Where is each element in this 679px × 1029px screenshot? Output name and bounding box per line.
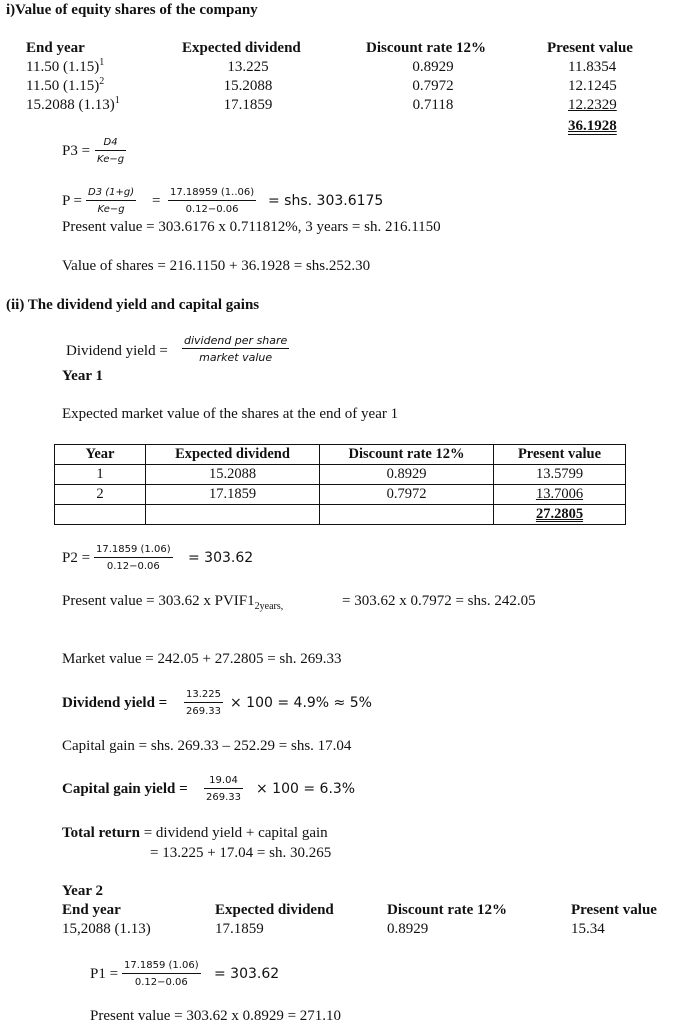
p2-result: = 303.62 xyxy=(188,550,254,566)
p-equals: = xyxy=(152,193,161,209)
p-numerator-1: D3 (1+g) xyxy=(86,186,136,201)
table-cell-dividend: 17.1859 xyxy=(146,485,320,505)
s1-row2-rate: 0.7972 xyxy=(412,78,454,94)
p-fraction-1 xyxy=(86,186,136,216)
p-result: = shs. 303.6175 xyxy=(268,193,384,209)
total-return-line: Total return = dividend yield + capital gain xyxy=(62,825,328,841)
p1-label: P1 = xyxy=(90,966,119,982)
dividend-yield-calc-fraction xyxy=(184,688,223,718)
s1-row1-pv: 11.8354 xyxy=(568,59,617,75)
y2-header-end-year: End year xyxy=(62,902,121,918)
p3-fraction xyxy=(95,136,126,166)
dividend-yield-fraction xyxy=(182,334,289,364)
p-denominator-2: 0.12−0.06 xyxy=(185,204,239,215)
s1-header-present-value: Present value xyxy=(547,40,633,56)
p1-fraction xyxy=(122,959,201,989)
p-fraction-2 xyxy=(168,186,256,216)
table-total-row xyxy=(55,505,626,525)
s1-row2-year: 11.50 $(1.15)^2$ xyxy=(26,76,105,94)
pv2-line-b: = 303.62 x 0.7972 = shs. 242.05 xyxy=(342,593,536,609)
y2-row-dividend: 17.1859 xyxy=(215,921,264,937)
capital-gain-yield-result: × 100 = 6.3% xyxy=(256,781,356,797)
s1-value-of-shares-line: Value of shares = 216.1150 + 36.1928 = shs.252.30 xyxy=(62,258,371,274)
s1-row3-pv: 12.2329 xyxy=(568,97,617,113)
table-row xyxy=(55,465,626,485)
table-total-pv: 27.2805 xyxy=(494,505,626,525)
table-header-present-value: Present value xyxy=(494,445,626,465)
total-return-line-2: = 13.225 + 17.04 = sh. 30.265 xyxy=(150,845,332,861)
section1-title: i)Value of equity shares of the company xyxy=(6,2,258,18)
s1-row1-year: 11.50 $(1.15)^1$ xyxy=(26,57,105,75)
pv2-line-a: Present value = 303.62 x $PVIF1_{2years,}$ xyxy=(62,593,284,612)
table-header-year: Year xyxy=(55,445,146,465)
table-cell-year: 2 xyxy=(55,485,146,505)
p3-label: P3 = xyxy=(62,143,91,159)
p-numerator-2: 17.18959 (1..06) xyxy=(168,186,256,201)
p2-label: P2 = xyxy=(62,550,91,566)
table-header-discount-rate: Discount rate 12% xyxy=(320,445,494,465)
table-row xyxy=(55,485,626,505)
table-cell-rate: 0.8929 xyxy=(320,465,494,485)
table-cell-pv: 13.7006 xyxy=(494,485,626,505)
table-cell-dividend: 15.2088 xyxy=(146,465,320,485)
dividend-yield-calc-result: × 100 = 4.9% ≈ 5% xyxy=(230,695,372,711)
p3-numerator: D4 xyxy=(95,136,126,151)
p-denominator-1: Ke−g xyxy=(97,204,125,215)
y2-row-rate: 0.8929 xyxy=(387,921,429,937)
expected-market-value-line: Expected market value of the shares at the end of year 1 xyxy=(62,406,399,422)
dividend-yield-label: Dividend yield = xyxy=(66,343,168,359)
table-cell-pv: 13.5799 xyxy=(494,465,626,485)
s1-header-expected-dividend: Expected dividend xyxy=(182,40,301,56)
s1-row3-rate: 0.7118 xyxy=(412,97,454,113)
y2-header-present-value: Present value xyxy=(571,902,657,918)
s1-present-value-line: Present value = 303.6176 x 0.711812%, 3 years = sh. 216.1150 xyxy=(62,219,441,235)
s1-row2-dividend: 15.2088 xyxy=(223,78,273,94)
dividend-yield-numerator: dividend per share xyxy=(184,334,288,347)
p-label: P = xyxy=(62,193,82,209)
p2-fraction xyxy=(94,543,173,573)
year2-heading: Year 2 xyxy=(62,883,103,899)
s1-row2-pv: 12.1245 xyxy=(568,78,617,94)
p1-numerator: 17.1859 (1.06) xyxy=(122,959,201,974)
table-header-expected-dividend: Expected dividend xyxy=(146,445,320,465)
year1-heading: Year 1 xyxy=(62,368,103,384)
table-cell-rate: 0.7972 xyxy=(320,485,494,505)
p2-denominator: 0.12−0.06 xyxy=(106,561,160,572)
s1-row1-rate: 0.8929 xyxy=(412,59,454,75)
capital-gain-yield-fraction xyxy=(204,774,243,804)
p1-result: = 303.62 xyxy=(214,966,280,982)
capital-gain-yield-denominator: 269.33 xyxy=(206,792,241,803)
year1-table xyxy=(54,444,626,525)
section2-title: (ii) The dividend yield and capital gains xyxy=(6,297,260,313)
s1-row3-year: 15.2088 $(1.13)^1$ xyxy=(26,95,120,113)
y2-header-expected-dividend: Expected dividend xyxy=(215,902,334,918)
capital-gain-line: Capital gain = shs. 269.33 – 252.29 = shs. 17.04 xyxy=(62,738,352,754)
p1-denominator: 0.12−0.06 xyxy=(134,977,188,988)
s1-header-end-year: End year xyxy=(26,40,85,56)
y2-header-discount-rate: Discount rate 12% xyxy=(387,902,507,918)
table-cell-year: 1 xyxy=(55,465,146,485)
y2-row-year: 15,2088 (1.13) xyxy=(62,921,151,937)
table-header-row xyxy=(55,445,626,465)
p2-numerator: 17.1859 (1.06) xyxy=(94,543,173,558)
s1-row1-dividend: 13.225 xyxy=(227,59,269,75)
capital-gain-yield-label: Capital gain yield = xyxy=(62,781,188,797)
p3-denominator: Ke−g xyxy=(97,154,125,165)
s1-row3-dividend: 17.1859 xyxy=(223,97,273,113)
s1-total-pv: 36.1928 xyxy=(568,118,617,134)
s1-header-discount-rate: Discount rate 12% xyxy=(366,40,486,56)
dividend-yield-calc-numerator: 13.225 xyxy=(184,688,223,703)
y2-row-pv: 15.34 xyxy=(571,921,605,937)
market-value-line: Market value = 242.05 + 27.2805 = sh. 269.33 xyxy=(62,651,342,667)
dividend-yield-calc-label: Dividend yield = xyxy=(62,695,168,711)
dividend-yield-denominator: market value xyxy=(199,351,273,364)
dividend-yield-calc-denominator: 269.33 xyxy=(186,706,221,717)
present-value-final-line: Present value = 303.62 x 0.8929 = 271.10 xyxy=(90,1008,342,1024)
capital-gain-yield-numerator: 19.04 xyxy=(204,774,243,789)
